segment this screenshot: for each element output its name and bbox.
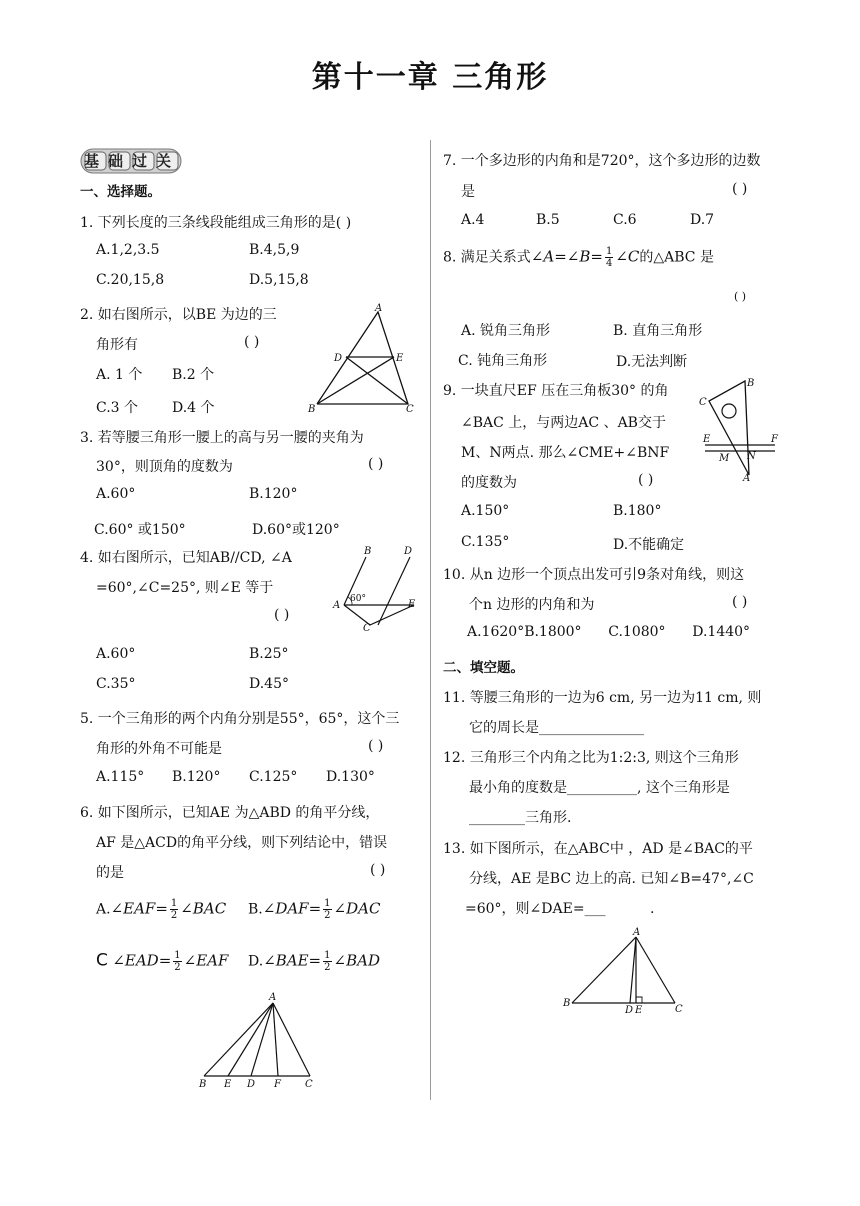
q1-option-a: A.1,2,3.5 bbox=[96, 242, 160, 258]
q9-option-b: B.180° bbox=[613, 503, 662, 519]
q5-option-b: B.120° bbox=[172, 769, 221, 785]
fraction-numerator: 1 bbox=[170, 898, 178, 909]
q1-option-d: D.5,15,8 bbox=[249, 272, 309, 288]
q4-fig-angle: 60° bbox=[350, 594, 366, 604]
q4-stem-line2: =60°,∠C=25°, 则∠E 等于 bbox=[96, 580, 274, 596]
q11-stem-line2: 它的周长是_______________ bbox=[469, 720, 644, 736]
q11-stem-line1: 11. 等腰三角形的一边为6 cm, 另一边为11 cm, 则 bbox=[443, 690, 762, 706]
section-badge-text: 基础过关 bbox=[84, 152, 181, 170]
q13-fig-label-c: C bbox=[675, 1004, 683, 1015]
q7-stem-line1: 7. 一个多边形的内角和是720°，这个多边形的边数 bbox=[443, 153, 761, 169]
q6-option-c-prefix: C bbox=[96, 950, 108, 971]
q2-fig-label-d: D bbox=[334, 353, 343, 364]
q13-fig-label-a: A bbox=[633, 927, 641, 938]
q2-triangle-figure bbox=[300, 300, 425, 418]
q8-option-d: D.无法判断 bbox=[616, 354, 688, 370]
fraction bbox=[605, 246, 613, 269]
fraction bbox=[323, 898, 331, 921]
q6-option-a-prefix: A. bbox=[96, 901, 111, 918]
q7-option-c: C.6 bbox=[613, 212, 637, 228]
q6-option-b-expr1: ∠DAF= bbox=[262, 899, 322, 918]
q6-option-a-expr2: ∠BAC bbox=[180, 899, 227, 918]
q10-stem-line2: 个n 边形的内角和为 bbox=[469, 597, 595, 613]
q8-answer-paren: ( ) bbox=[734, 290, 747, 303]
fraction-denominator: 2 bbox=[174, 962, 181, 973]
q6-option-b-prefix: B. bbox=[248, 901, 263, 918]
q7-option-a: A.4 bbox=[461, 212, 485, 228]
q6-option-b bbox=[248, 898, 380, 921]
q5-option-c: C.125° bbox=[249, 769, 298, 785]
q7-option-d: D.7 bbox=[690, 212, 715, 228]
q4-fig-label-e: E bbox=[408, 599, 416, 610]
q9-stem-line2: ∠BAC 上，与两边AC 、AB交于 bbox=[461, 415, 666, 431]
q8-option-c: C. 钝角三角形 bbox=[458, 353, 548, 369]
q3-option-b: B.120° bbox=[249, 486, 298, 502]
q6-fig-label-a: A bbox=[269, 992, 277, 1003]
q1-option-c: C.20,15,8 bbox=[96, 272, 165, 288]
q4-answer-paren: ( ) bbox=[274, 607, 290, 623]
q4-option-d: D.45° bbox=[249, 676, 289, 692]
q9-option-d: D.不能确定 bbox=[613, 537, 685, 553]
q5-option-d: D.130° bbox=[326, 769, 375, 785]
q10-answer-paren: ( ) bbox=[732, 594, 748, 610]
q6-option-d-expr2: ∠BAD bbox=[333, 951, 380, 970]
q9-fig-label-m: M bbox=[719, 453, 730, 464]
q13-stem-line1: 13. 如下图所示，在△ABC中 ，AD 是∠BAC的平 bbox=[443, 841, 753, 857]
q13-fig-label-b: B bbox=[563, 998, 571, 1009]
q2-fig-label-e: E bbox=[396, 353, 404, 364]
q2-answer-paren: ( ) bbox=[244, 334, 260, 350]
q6-fig-label-b: B bbox=[199, 1079, 207, 1090]
q8-option-a: A. 锐角三角形 bbox=[461, 323, 551, 339]
fraction-denominator: 4 bbox=[605, 258, 613, 269]
fraction-denominator: 2 bbox=[324, 962, 331, 973]
q8-expr1: ∠A=∠B= bbox=[530, 247, 603, 266]
q6-stem-line3: 的是 bbox=[96, 865, 124, 881]
fraction bbox=[170, 898, 178, 921]
q8-option-b: B. 直角三角形 bbox=[613, 323, 703, 339]
fraction-numerator: 1 bbox=[324, 950, 331, 961]
q4-fig-label-b: B bbox=[364, 546, 372, 557]
q4-fig-label-d: D bbox=[404, 546, 413, 557]
q2-fig-label-a: A bbox=[375, 303, 383, 314]
q4-fig-label-a: A bbox=[333, 600, 341, 611]
q9-option-a: A.150° bbox=[461, 503, 510, 519]
q4-parallel-lines-figure bbox=[330, 545, 420, 633]
q1-stem: 1. 下列长度的三条线段能组成三角形的是( ) bbox=[80, 215, 352, 231]
q6-stem-line1: 6. 如下图所示，已知AE 为△ABD 的角平分线， bbox=[80, 805, 380, 821]
q6-fig-label-e: E bbox=[224, 1079, 232, 1090]
q6-option-b-expr2: ∠DAC bbox=[333, 899, 381, 918]
q6-option-c-expr2: ∠EAF bbox=[183, 951, 229, 970]
q3-option-d: D.60°或120° bbox=[252, 522, 340, 538]
q6-option-a bbox=[96, 898, 226, 921]
q6-option-a-expr1: ∠EAF= bbox=[110, 899, 168, 918]
fraction bbox=[323, 950, 331, 973]
section-heading-fill: 二、填空题。 bbox=[443, 660, 524, 676]
q6-triangle-figure bbox=[190, 990, 325, 1090]
q2-stem-line2: 角形有 bbox=[96, 337, 138, 353]
q6-option-d bbox=[248, 950, 380, 973]
q3-option-a: A.60° bbox=[96, 486, 136, 502]
fraction bbox=[173, 950, 181, 973]
q9-stem-line3: M、N两点. 那么∠CME+∠BNF bbox=[461, 445, 670, 461]
q6-stem-line2: AF 是△ACD的角平分线，则下列结论中，错误 bbox=[96, 835, 388, 851]
q2-option-c: C.3 个 bbox=[96, 400, 139, 416]
q9-fig-label-a: A bbox=[743, 473, 751, 484]
q13-triangle-figure bbox=[560, 925, 690, 1017]
q13-fig-label-e: E bbox=[635, 1005, 643, 1016]
q3-stem-line2: 30°，则顶角的度数为 bbox=[96, 459, 233, 475]
q9-stem-line4: 的度数为 bbox=[461, 475, 517, 491]
q12-stem-line1: 12. 三角形三个内角之比为1:2:3, 则这个三角形 bbox=[443, 750, 739, 766]
q13-stem-line3: =60°，则∠DAE=___ . bbox=[465, 901, 655, 917]
q2-option-a: A. 1 个 bbox=[96, 367, 143, 383]
q3-option-c: C.60° 或150° bbox=[94, 522, 186, 538]
q4-option-a: A.60° bbox=[96, 646, 136, 662]
q3-stem-line1: 3. 若等腰三角形一腰上的高与另一腰的夹角为 bbox=[80, 430, 364, 446]
q3-answer-paren: ( ) bbox=[368, 456, 384, 472]
q2-fig-label-b: B bbox=[308, 404, 316, 415]
q9-fig-label-n: N bbox=[747, 451, 756, 462]
q9-fig-label-f: F bbox=[771, 434, 778, 445]
q12-stem-line2: 最小角的度数是__________, 这个三角形是 bbox=[469, 780, 730, 796]
q6-option-d-prefix: D. bbox=[248, 953, 264, 970]
q13-stem-line2: 分线，AE 是BC 边上的高. 已知∠B=47°,∠C bbox=[469, 871, 754, 887]
q9-answer-paren: ( ) bbox=[638, 472, 654, 488]
q9-option-c: C.135° bbox=[461, 534, 510, 550]
q4-option-c: C.35° bbox=[96, 676, 136, 692]
q6-fig-label-c: C bbox=[305, 1079, 313, 1090]
q4-fig-label-c: C bbox=[363, 623, 371, 633]
q4-option-b: B.25° bbox=[249, 646, 289, 662]
q6-answer-paren: ( ) bbox=[370, 862, 386, 878]
q4-stem-line1: 4. 如右图所示，已知AB//CD, ∠A bbox=[80, 550, 292, 566]
fraction-numerator: 1 bbox=[605, 246, 613, 257]
q13-fig-label-d: D bbox=[625, 1005, 634, 1016]
fraction-denominator: 2 bbox=[324, 910, 331, 921]
fraction-numerator: 1 bbox=[324, 898, 331, 909]
q6-fig-label-d: D bbox=[247, 1079, 256, 1090]
column-divider bbox=[430, 140, 431, 1100]
q12-stem-line3: ________三角形. bbox=[469, 810, 572, 826]
q7-answer-paren: ( ) bbox=[732, 181, 748, 197]
q8-stem-suffix: 的△ABC 是 bbox=[639, 249, 714, 266]
q6-option-c bbox=[96, 950, 228, 973]
q9-ruler-triangle-figure bbox=[695, 375, 785, 485]
fraction-denominator: 2 bbox=[170, 910, 178, 921]
q9-fig-label-b: B bbox=[747, 378, 755, 389]
q8-stem bbox=[443, 246, 714, 269]
q2-option-d: D.4 个 bbox=[172, 400, 215, 416]
q9-fig-label-e: E bbox=[703, 434, 711, 445]
section-heading-choice: 一、选择题。 bbox=[80, 184, 161, 200]
q10-stem-line1: 10. 从n 边形一个顶点出发可引9条对角线，则这 bbox=[443, 567, 745, 583]
q9-stem-line1: 9. 一块直尺EF 压在三角板30° 的角 bbox=[443, 383, 669, 399]
q6-option-c-expr1: ∠EAD= bbox=[112, 951, 172, 970]
q7-stem-line2: 是 bbox=[461, 184, 475, 200]
fraction-numerator: 1 bbox=[174, 950, 181, 961]
q6-fig-label-f: F bbox=[274, 1079, 281, 1090]
q5-option-a: A.115° bbox=[96, 769, 145, 785]
q8-expr2: ∠C bbox=[615, 247, 640, 266]
q2-option-b: B.2 个 bbox=[172, 367, 215, 383]
q6-option-d-expr1: ∠BAE= bbox=[263, 951, 322, 970]
q2-fig-label-c: C bbox=[406, 404, 414, 415]
q1-option-b: B.4,5,9 bbox=[249, 242, 300, 258]
q5-stem-line2: 角形的外角不可能是 bbox=[96, 741, 222, 757]
q5-stem-line1: 5. 一个三角形的两个内角分别是55°，65°，这个三 bbox=[80, 711, 400, 727]
q2-stem-line1: 2. 如右图所示，以BE 为边的三 bbox=[80, 307, 277, 323]
q9-fig-label-c: C bbox=[699, 397, 707, 408]
page-title: 第十一章 三角形 bbox=[311, 60, 549, 95]
q7-option-b: B.5 bbox=[536, 212, 560, 228]
q8-stem-prefix: 8. 满足关系式 bbox=[443, 249, 531, 266]
q5-answer-paren: ( ) bbox=[368, 738, 384, 754]
q10-options: A.1620°B.1800° C.1080° D.1440° bbox=[467, 624, 751, 640]
